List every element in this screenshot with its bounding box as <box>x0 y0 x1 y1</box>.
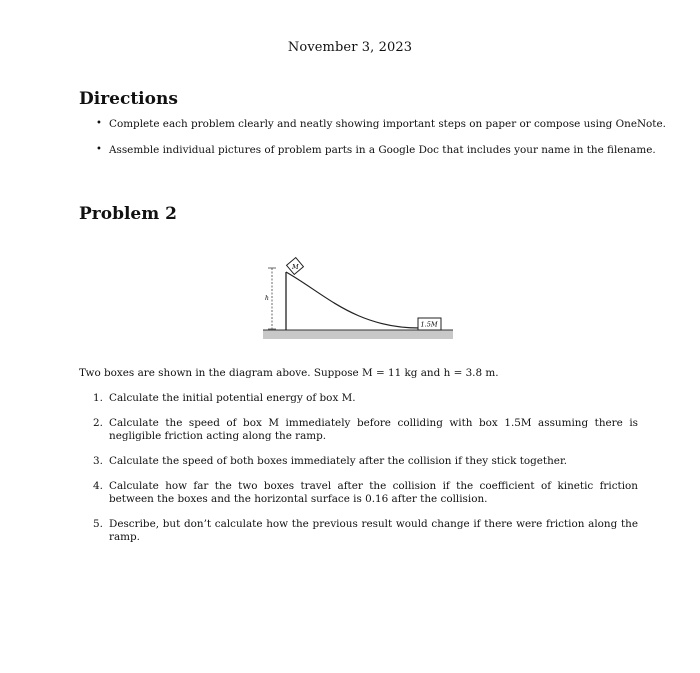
question-text: Calculate how far the two boxes travel after the collision if the coefficient of kinetic friction between the boxes and the horizontal surface is 0.16 after the collision. <box>109 480 638 505</box>
directions-heading: Directions <box>79 89 178 109</box>
directions-item-text: Complete each problem clearly and neatly showing important steps on paper or compose using OneNote. <box>109 118 666 130</box>
list-item <box>96 117 676 143</box>
directions-item-text: Assemble individual pictures of problem parts in a Google Doc that includes your name in the filename. <box>109 144 656 156</box>
question-number: 1. <box>93 392 103 404</box>
question-number: 5. <box>93 518 103 530</box>
question-number: 2. <box>93 417 103 429</box>
question-text: Calculate the initial potential energy of box M. <box>109 392 356 404</box>
document-date: November 3, 2023 <box>287 40 413 55</box>
box-1-5m-label: 1.5M <box>420 320 438 329</box>
height-label: h <box>265 295 269 302</box>
ramp-diagram <box>255 254 460 346</box>
bullet-icon: • <box>96 144 102 155</box>
list-item <box>93 392 638 405</box>
question-text: Calculate the speed of box M immediately before colliding with box 1.5M assuming there is negligible friction acting along the ramp. <box>109 417 638 442</box>
question-list <box>93 392 638 556</box>
list-item <box>93 480 638 506</box>
question-number: 3. <box>93 455 103 467</box>
problem-intro: Two boxes are shown in the diagram above. Suppose M = 11 kg and h = 3.8 m. <box>79 367 499 379</box>
directions-list <box>96 117 676 169</box>
problem-heading: Problem 2 <box>79 204 177 224</box>
ramp-curve <box>286 272 420 328</box>
question-text: Describe, but don’t calculate how the previous result would change if there were friction along the ramp. <box>109 518 638 543</box>
ground-surface <box>263 330 453 339</box>
box-m-label: M <box>292 263 299 271</box>
list-item <box>93 518 638 544</box>
question-number: 4. <box>93 480 103 492</box>
list-item <box>96 143 676 169</box>
list-item <box>93 417 638 443</box>
question-text: Calculate the speed of both boxes immediately after the collision if they stick together. <box>109 455 568 467</box>
bullet-icon: • <box>96 118 102 129</box>
list-item <box>93 455 638 468</box>
